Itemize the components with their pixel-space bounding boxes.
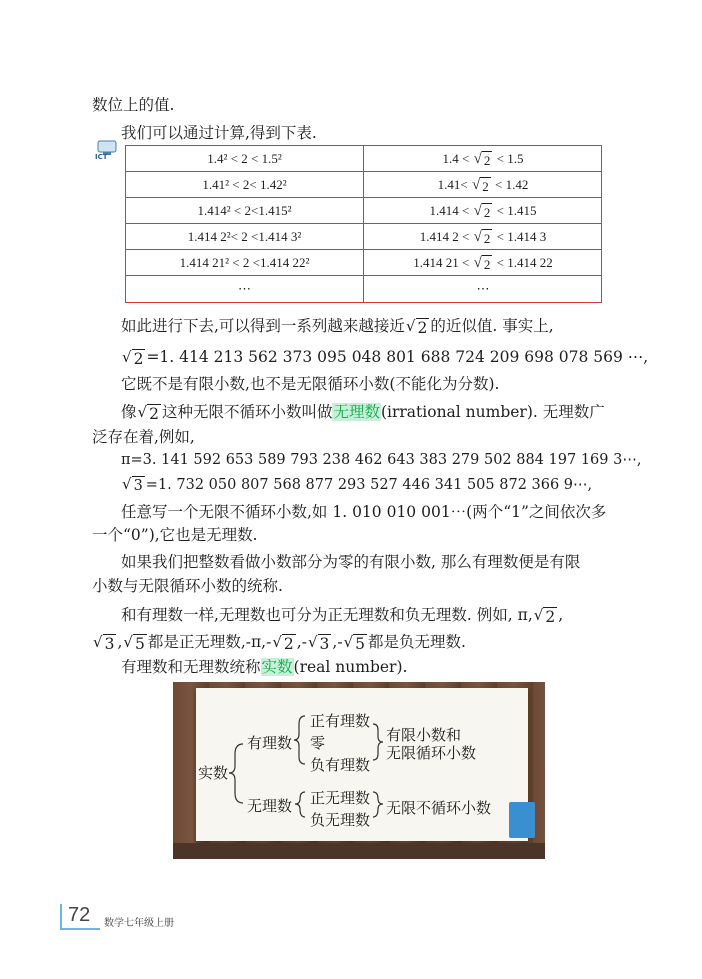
label-rational: 有理数 bbox=[247, 734, 293, 752]
book-title: 数学七年级上册 bbox=[104, 918, 174, 929]
text-line: 像 √ 2 这种无限不循环小数叫做无理数(irrational number). 无理数广 bbox=[121, 403, 605, 423]
label-negative-irrational: 负无理数 bbox=[310, 811, 371, 829]
table-cell: 1.414 21 < √ 2 < 1.414 22 bbox=[413, 255, 553, 272]
table-cell: 1.414 2²< 2 <1.414 3² bbox=[187, 229, 302, 244]
text-line: 和有理数一样,无理数也可分为正无理数和负无理数. 例如, π, √ 2 , bbox=[121, 606, 564, 626]
table-cell: 1.414² < 2<1.415² bbox=[197, 203, 292, 218]
table-cell: ⋯ bbox=[476, 281, 490, 296]
table-cell: 1.414 < √ 2 < 1.415 bbox=[429, 203, 537, 220]
text-line: 如此进行下去,可以得到一系列越来越接近 √ 2 的近似值. 事实上, bbox=[121, 317, 554, 337]
table-cell: 1.414 21² < 2 <1.414 22² bbox=[179, 255, 310, 270]
text-line: 任意写一个无限不循环小数,如 1. 010 010 001⋯(两个“1”之间依次多 bbox=[121, 503, 607, 521]
classification-diagram bbox=[173, 682, 545, 859]
label-non-repeating-decimal: 无限不循环小数 bbox=[386, 799, 492, 817]
label-finite-decimal: 有限小数和 bbox=[386, 726, 462, 744]
table-cell: 1.4 < √ 2 < 1.5 bbox=[442, 151, 524, 168]
label-zero: 零 bbox=[310, 734, 326, 752]
label-real: 实数 bbox=[198, 764, 229, 782]
label-negative-rational: 负有理数 bbox=[310, 756, 371, 774]
table-cell: ⋯ bbox=[238, 281, 251, 296]
label-irrational: 无理数 bbox=[247, 797, 293, 815]
term-irrational-number: 无理数 bbox=[333, 403, 380, 421]
table-cell: 1.4² < 2 < 1.5² bbox=[207, 151, 282, 166]
table-cell: 1.41< √ 2 < 1.42 bbox=[437, 177, 529, 194]
text-line: 有理数和无理数统称实数(real number). bbox=[121, 658, 408, 676]
term-real-number: 实数 bbox=[261, 658, 293, 676]
table-cell: 1.414 2 < √ 2 < 1.414 3 bbox=[419, 229, 547, 246]
text-line: √ 3 =1. 732 050 807 568 877 293 527 446 341 505 872 366 9⋯, bbox=[122, 475, 593, 494]
text-line: 一个“0”),它也是无理数. bbox=[92, 526, 258, 544]
text-line: π=3. 141 592 653 589 793 238 462 643 383 279 502 884 197 169 3⋯, bbox=[121, 452, 642, 468]
approximation-table bbox=[125, 145, 602, 303]
text-line: 泛存在着,例如, bbox=[92, 428, 195, 446]
text-line: 我们可以通过计算,得到下表. bbox=[121, 124, 317, 142]
label-positive-irrational: 正无理数 bbox=[310, 789, 371, 807]
text-line: √ 2 =1. 414 213 562 373 095 048 801 688 724 209 698 078 569 ⋯, bbox=[122, 348, 649, 368]
page-number: 72 bbox=[60, 904, 100, 930]
label-repeating-decimal: 无限循环小数 bbox=[386, 744, 477, 762]
text-line: 它既不是有限小数,也不是无限循环小数(不能化为分数). bbox=[121, 375, 500, 393]
label-positive-rational: 正有理数 bbox=[310, 712, 371, 730]
text-line: √ 3 , √ 5 都是正无理数,-π,- √ 2 ,- √ 3 ,- √ 5 都是负无理数. bbox=[93, 633, 466, 653]
ict-icon: ICT bbox=[95, 138, 119, 162]
text-line: 数位上的值. bbox=[92, 96, 175, 114]
text-line: 小数与无限循环小数的统称. bbox=[92, 577, 283, 595]
table-cell: 1.41² < 2< 1.42² bbox=[202, 177, 287, 192]
text-line: 如果我们把整数看做小数部分为零的有限小数, 那么有理数便是有限 bbox=[121, 553, 581, 571]
